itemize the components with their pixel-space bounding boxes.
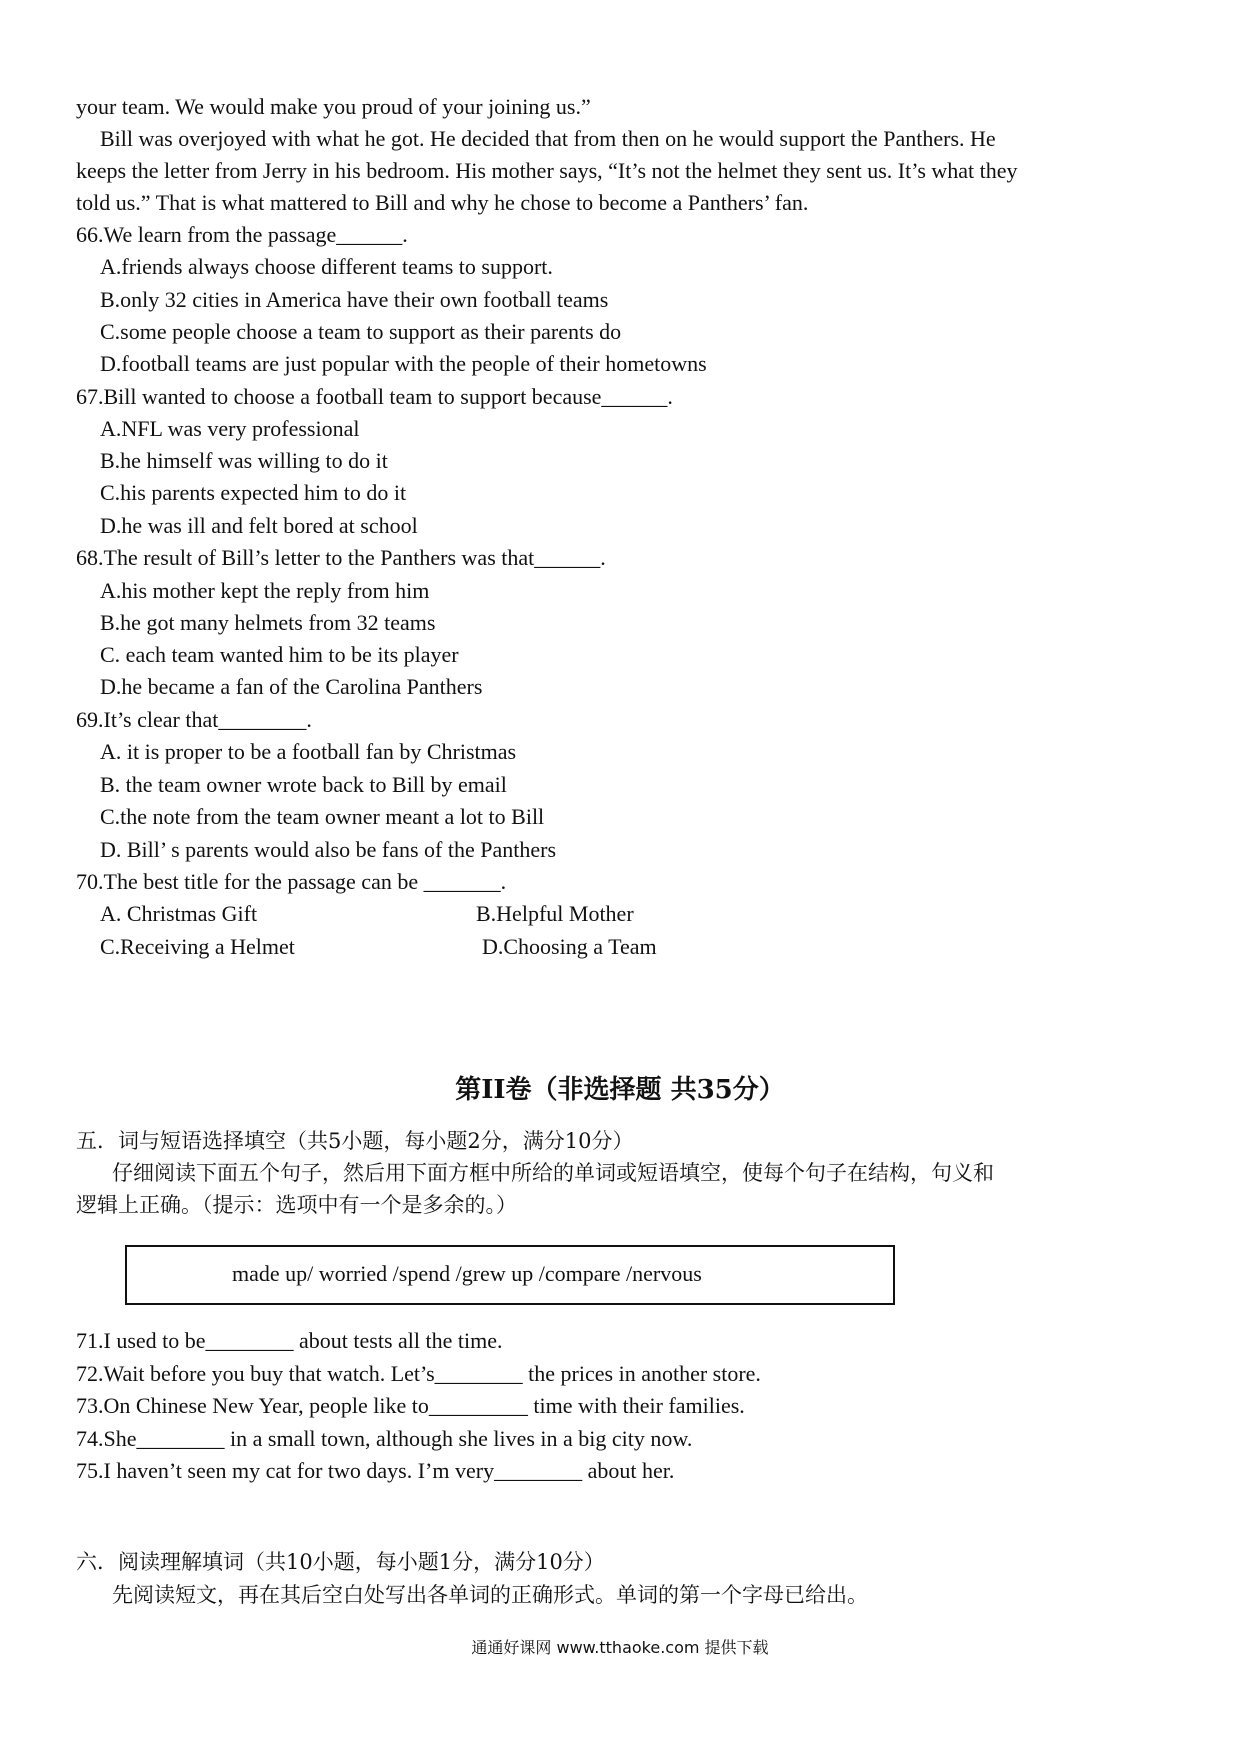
passage-line-4: told us.” That is what mattered to Bill and why he chose to become a Panthers’ fan.	[76, 190, 809, 215]
question-71: 71.I used to be________ about tests all the time.	[76, 1328, 503, 1353]
question-67-option-a: A.NFL was very professional	[100, 416, 360, 441]
passage-line-3: keeps the letter from Jerry in his bedroom. His mother says, “It’s not the helmet they sent us. It’s what they	[76, 158, 1018, 183]
question-69-option-c: C.the note from the team owner meant a lot to Bill	[100, 804, 545, 829]
question-75: 75.I haven’t seen my cat for two days. I’m very________ about her.	[76, 1458, 675, 1483]
question-66-stem: 66.We learn from the passage______.	[76, 222, 408, 247]
section-6-heading: 六．阅读理解填词（共10小题，每小题1分，满分10分）	[76, 1550, 605, 1574]
word-bank-box	[125, 1245, 895, 1305]
question-70-option-c: C.Receiving a Helmet	[100, 934, 295, 959]
question-68-option-d: D.he became a fan of the Carolina Panthers	[100, 674, 483, 699]
question-73: 73.On Chinese New Year, people like to_________ time with their families.	[76, 1393, 745, 1418]
question-66-option-a: A.friends always choose different teams to support.	[100, 254, 553, 279]
question-66-option-b: B.only 32 cities in America have their own football teams	[100, 287, 609, 312]
question-68-option-b: B.he got many helmets from 32 teams	[100, 610, 436, 635]
section-5-instruction-line-1: 仔细阅读下面五个句子，然后用下面方框中所给的单词或短语填空，使每个句子在结构，句义和	[112, 1161, 994, 1185]
question-68-option-c: C. each team wanted him to be its player	[100, 642, 459, 667]
word-bank-text: made up/ worried /spend /grew up /compare /nervous	[232, 1261, 702, 1286]
question-67-option-d: D.he was ill and felt bored at school	[100, 513, 418, 538]
question-67-option-c: C.his parents expected him to do it	[100, 480, 407, 505]
question-69-option-d: D. Bill’ s parents would also be fans of the Panthers	[100, 837, 557, 862]
question-70-stem: 70.The best title for the passage can be _______.	[76, 869, 507, 894]
question-68-option-a: A.his mother kept the reply from him	[100, 578, 430, 603]
section-6-instruction: 先阅读短文，再在其后空白处写出各单词的正确形式。单词的第一个字母已给出。	[112, 1583, 868, 1607]
question-70-option-b: B.Helpful Mother	[476, 901, 634, 926]
passage-line-2: Bill was overjoyed with what he got. He decided that from then on he would support the Panthers. He	[100, 126, 996, 151]
question-69-stem: 69.It’s clear that________.	[76, 707, 312, 732]
question-70-option-a: A. Christmas Gift	[100, 901, 258, 926]
page-footer: 通通好课网 www.tthaoke.com 提供下载	[471, 1638, 769, 1657]
question-74: 74.She________ in a small town, although she lives in a big city now.	[76, 1426, 693, 1451]
question-69-option-b: B. the team owner wrote back to Bill by email	[100, 772, 507, 797]
question-70-option-d: D.Choosing a Team	[482, 934, 657, 959]
question-72: 72.Wait before you buy that watch. Let’s________ the prices in another store.	[76, 1361, 761, 1386]
section-5-instruction-line-2: 逻辑上正确。（提示：选项中有一个是多余的。）	[76, 1193, 517, 1217]
question-66-option-c: C.some people choose a team to support as their parents do	[100, 319, 622, 344]
question-67-stem: 67.Bill wanted to choose a football team to support because______.	[76, 384, 673, 409]
question-68-stem: 68.The result of Bill’s letter to the Panthers was that______.	[76, 545, 606, 570]
passage-line-1: your team. We would make you proud of your joining us.”	[76, 94, 591, 119]
question-66-option-d: D.football teams are just popular with the people of their hometowns	[100, 351, 707, 376]
question-69-option-a: A. it is proper to be a football fan by Christmas	[100, 739, 517, 764]
question-67-option-b: B.he himself was willing to do it	[100, 448, 388, 473]
section-5-heading: 五．词与短语选择填空（共5小题，每小题2分，满分10分）	[76, 1129, 634, 1153]
part-2-title: 第II卷（非选择题 共35分）	[455, 1075, 785, 1105]
